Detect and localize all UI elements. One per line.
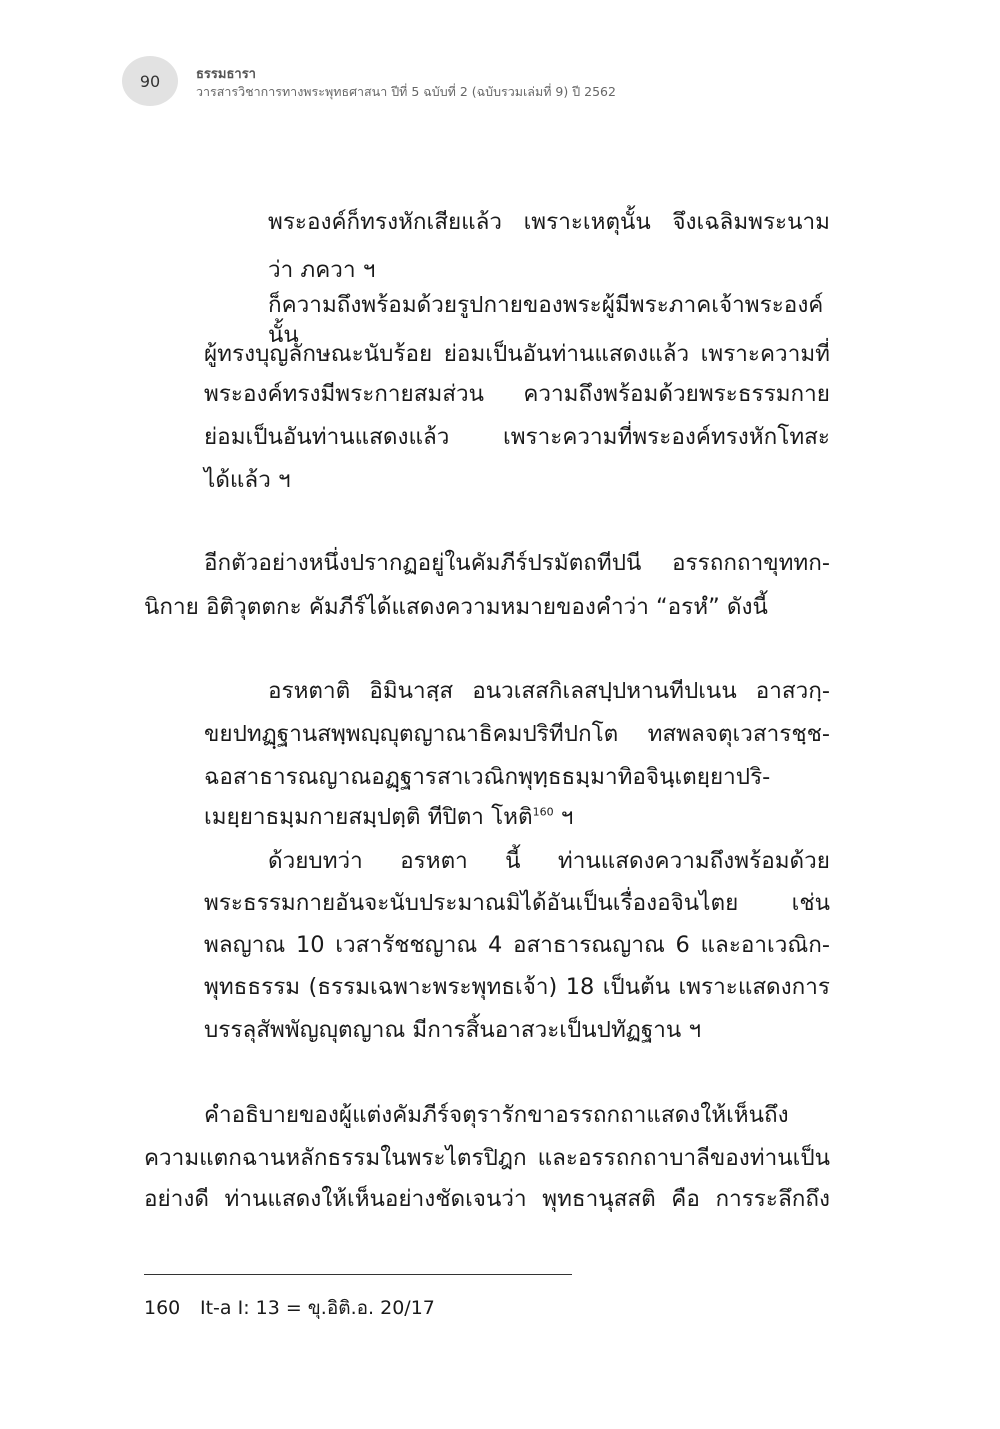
footnote-ref[interactable]: 160 [532, 805, 554, 819]
text-line: ได้แล้ว ฯ [204, 467, 291, 493]
page-number: 90 [122, 56, 178, 106]
text-line: ผู้ทรงบุญลักษณะนับร้อย ย่อมเป็นอันท่านแสดงแล้ว เพราะความที่ [204, 341, 830, 367]
text-line: บรรลุสัพพัญญุตญาณ มีการสิ้นอาสวะเป็นปทัฏฐาน ฯ [204, 1017, 702, 1043]
text-line: พระองค์ทรงมีพระกายสมส่วน ความถึงพร้อมด้วยพระธรรมกาย [204, 381, 830, 407]
text-line: คำอธิบายของผู้แต่งคัมภีร์จตุรารักขาอรรถกถาแสดงให้เห็นถึง [204, 1102, 789, 1128]
text-line: นิกาย อิติวุตตกะ คัมภีร์ได้แสดงความหมายของคำว่า “อรหํ” ดังนี้ [144, 594, 768, 620]
footnote-number: 160 [144, 1297, 181, 1319]
text-line: ด้วยบทว่า อรหตา นี้ ท่านแสดงความถึงพร้อมด้วย [268, 848, 830, 874]
journal-subtitle: วารสารวิชาการทางพระพุทธศาสนา ปีที่ 5 ฉบับที่ 2 (ฉบับรวมเล่มที่ 9) ปี 2562 [196, 84, 616, 99]
journal-title: ธรรมธารา [196, 67, 256, 82]
text-line: ขยปทฏฺฐานสพฺพญฺญุตญาณาธิคมปริทีปกโต ทสพลจตุเวสารชฺช- [204, 721, 830, 747]
text-line: พระองค์ก็ทรงหักเสียแล้ว เพราะเหตุนั้น จึงเฉลิมพระนาม [268, 209, 830, 235]
text-line: อย่างดี ท่านแสดงให้เห็นอย่างชัดเจนว่า พุทธานุสสติ คือ การระลึกถึง [144, 1186, 830, 1212]
footnote-divider [144, 1274, 572, 1275]
text-line: ฉอสาธารณญาณอฏฺฐารสาเวณิกพุทฺธธมฺมาทิอจินฺเตยฺยาปริ- [204, 764, 771, 790]
text-line: ว่า ภควา ฯ [268, 257, 376, 283]
text-line: พระธรรมกายอันจะนับประมาณมิได้อันเป็นเรื่องอจินไตย เช่น [204, 890, 830, 916]
text-span: เมยฺยาธมฺมกายสมฺปตฺติ ทีปิตา โหติ [204, 804, 533, 830]
text-span: ฯ [553, 804, 574, 830]
text-line: อีกตัวอย่างหนึ่งปรากฏอยู่ในคัมภีร์ปรมัตถทีปนี อรรถกถาขุททก- [204, 550, 830, 576]
text-line: พลญาณ 10 เวสารัชชญาณ 4 อสาธารณญาณ 6 และอาเวณิก- [204, 932, 830, 958]
footnote-text: It-a I: 13 = ขุ.อิติ.อ. 20/17 [200, 1297, 435, 1319]
text-line: พุทธธรรม (ธรรมเฉพาะพระพุทธเจ้า) 18 เป็นต้น เพราะแสดงการ [204, 974, 830, 1000]
text-line: ก็ความถึงพร้อมด้วยรูปกายของพระผู้มีพระภาคเจ้าพระองค์นั้น [268, 292, 824, 348]
text-line [204, 802, 573, 832]
text-line: ความแตกฉานหลักธรรมในพระไตรปิฎก และอรรถกถาบาลีของท่านเป็น [144, 1145, 830, 1171]
text-line: ย่อมเป็นอันท่านแสดงแล้ว เพราะความที่พระองค์ทรงหักโทสะ [204, 424, 830, 450]
text-line: อรหตาติ อิมินาสฺส อนวเสสกิเลสปฺปหานทีปเนน อาสวกฺ- [268, 678, 830, 704]
